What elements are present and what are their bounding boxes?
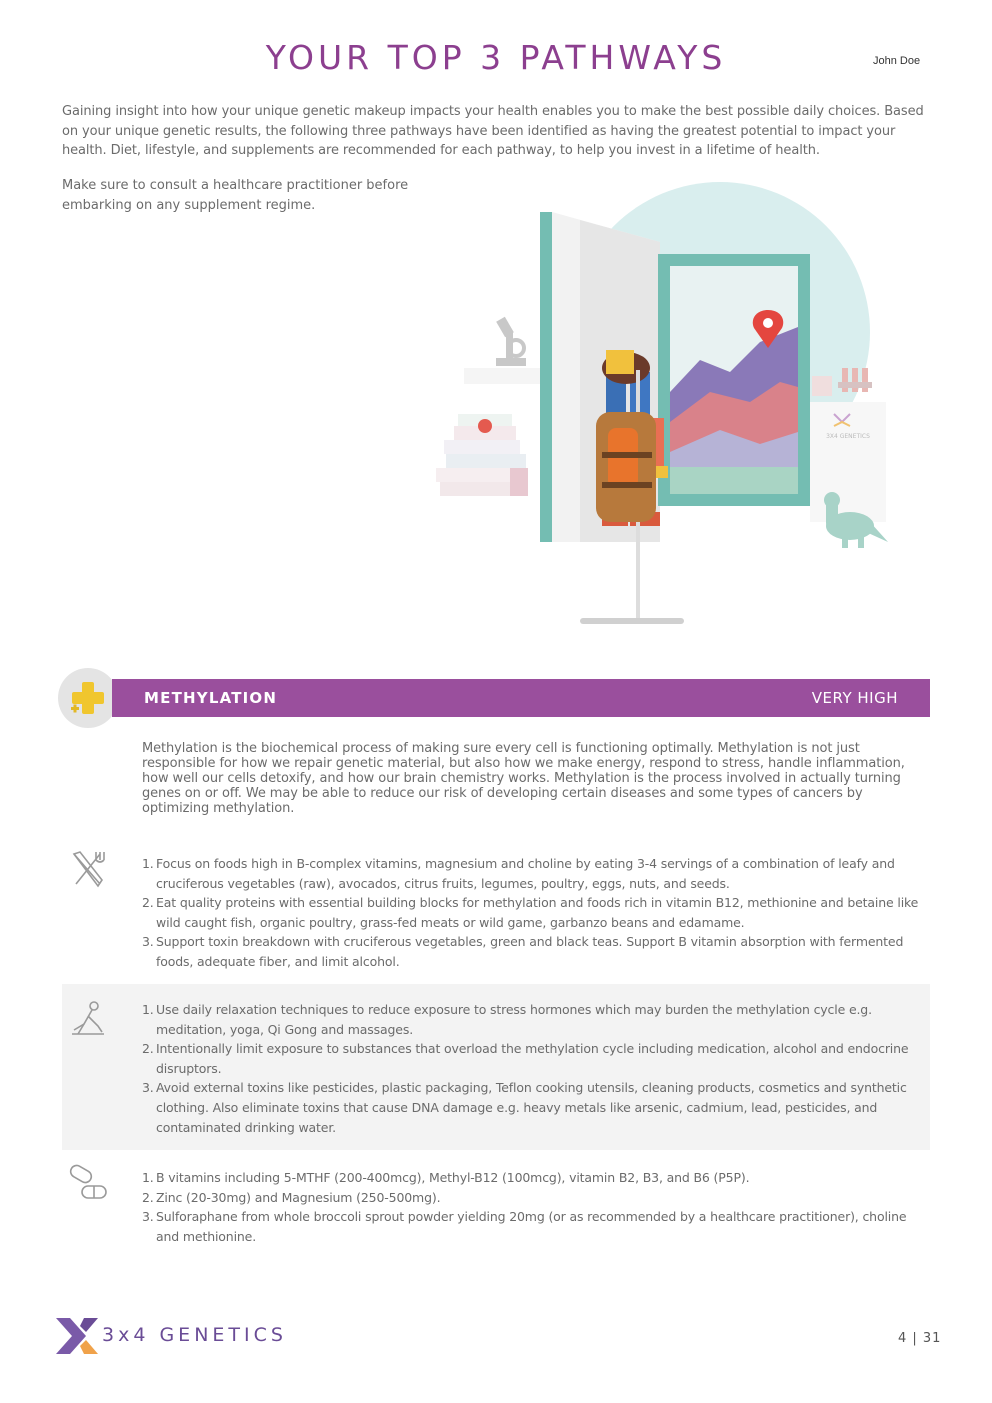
diet-section <box>62 844 930 974</box>
item-text: Avoid external toxins like pesticides, plastic packaging, Teflon cooking utensils, cleaning products, cosmetics and synthetic clothing. Also eliminate toxins that cause DNA damage e.g. heavy metals like arsenic, cadmium, lead, pesticides, and contaminated drinking water. <box>156 1080 907 1135</box>
item-text: Focus on foods high in B-complex vitamins, magnesium and choline by eating 3-4 servings of a combination of leafy and cruciferous vegetables (raw), avocados, citrus fruits, legumes, poultry, eggs, nuts, and seeds. <box>156 856 895 891</box>
book-spine <box>540 212 552 542</box>
pathway-level: VERY HIGH <box>811 689 898 707</box>
item-number: 1. <box>142 856 154 871</box>
lifestyle-section <box>62 984 930 1150</box>
page-number: 4 | 31 <box>898 1331 942 1346</box>
item-number: 3. <box>142 1209 154 1225</box>
lifestyle-list <box>142 1000 930 1137</box>
item-text: Zinc (20-30mg) and Magnesium (250-500mg). <box>156 1189 441 1205</box>
meadow <box>670 467 798 494</box>
pathway-description: Methylation is the biochemical process of making sure every cell is functioning optimally. Methylation is not just responsible for how we repair genetic material, but also how we make energy, respond to stress, handle inflammation, how well our cells detoxify, and how our brain chemistry works. Methylation is the process involved in actually turning genes on or off. We may be able to reduce our risk of developing certain diseases and some types of cancers by optimizing methylation. <box>142 741 905 816</box>
diet-list <box>142 854 930 972</box>
apple-icon <box>478 419 492 433</box>
plus-icon <box>68 678 108 718</box>
user-name: John Doe <box>873 55 921 67</box>
lifestyle-item <box>142 1039 930 1078</box>
diet-item <box>142 893 930 932</box>
brand-name: 3x4 GENETICS <box>102 1324 287 1346</box>
item-text: Use daily relaxation techniques to reduce exposure to stress hormones which may burden the methylation cycle e.g. meditation, yoga, Qi Gong and massages. <box>156 1002 872 1037</box>
microscope-icon <box>496 317 526 366</box>
item-number: 1. <box>142 1002 154 1017</box>
diet-item <box>142 854 930 893</box>
supplement-item <box>142 1168 930 1188</box>
yoga-icon <box>66 996 110 1040</box>
item-number: 3. <box>142 934 154 950</box>
supplements-section <box>62 1160 930 1260</box>
cabinet <box>810 402 886 522</box>
item-text: Sulforaphane from whole broccoli sprout powder yielding 20mg (or as recommended by a healthcare practitioner), choline and methionine. <box>156 1209 907 1244</box>
logo-mark-bottom <box>80 1340 98 1354</box>
item-text: Support toxin breakdown with cruciferous vegetables, green and black teas. Support B vitamin absorption with fermented foods, adequate fiber, and limit alcohol. <box>156 934 904 969</box>
consult-note: Make sure to consult a healthcare practitioner before embarking on any supplement regime. <box>62 178 409 213</box>
item-number: 2. <box>142 1189 154 1205</box>
item-number: 1. <box>142 1170 154 1185</box>
pathway-header <box>112 679 930 717</box>
test-tubes-icon <box>838 368 872 392</box>
supplement-item <box>142 1188 930 1208</box>
item-number: 2. <box>142 1041 154 1057</box>
item-number: 2. <box>142 895 154 911</box>
diet-item <box>142 932 930 971</box>
hiker-illustration <box>430 182 910 632</box>
pills-icon <box>66 1162 110 1206</box>
page-title: YOUR TOP 3 PATHWAYS <box>265 38 727 77</box>
fork-knife-icon <box>66 848 110 892</box>
shelf-left <box>464 368 544 384</box>
item-number: 3. <box>142 1080 154 1096</box>
jar <box>812 376 832 396</box>
logo-mark-top <box>80 1318 98 1332</box>
item-text: Intentionally limit exposure to substances that overload the methylation cycle including medication, alcohol and endocrine disruptors. <box>156 1041 909 1076</box>
intro-paragraph: Gaining insight into how your unique genetic makeup impacts your health enables you to make the best possible daily choices. Based on your unique genetic results, the following three pathways have been identified as having the greatest potential to impact your health. Diet, lifestyle, and supplements are recommended for each pathway, to help you invest in a lifetime of health. <box>62 104 924 158</box>
supplement-item <box>142 1207 930 1246</box>
supplements-list <box>142 1168 930 1246</box>
cabinet-sign: 3X4 GENETICS <box>826 433 870 440</box>
lifestyle-item <box>142 1000 930 1039</box>
lifestyle-item <box>142 1078 930 1137</box>
item-text: B vitamins including 5-MTHF (200-400mcg), Methyl-B12 (100mcg), vitamin B2, B3, and B6 (P5P). <box>156 1170 750 1185</box>
item-text: Eat quality proteins with essential building blocks for methylation and foods rich in vitamin B12, methionine and betaine like wild caught fish, organic poultry, grass-fed meats or wild game, garbanzo beans and edamame. <box>156 895 919 930</box>
floor-shadow <box>580 618 684 624</box>
pathway-name: METHYLATION <box>144 689 278 707</box>
pathway-badge <box>58 668 118 728</box>
